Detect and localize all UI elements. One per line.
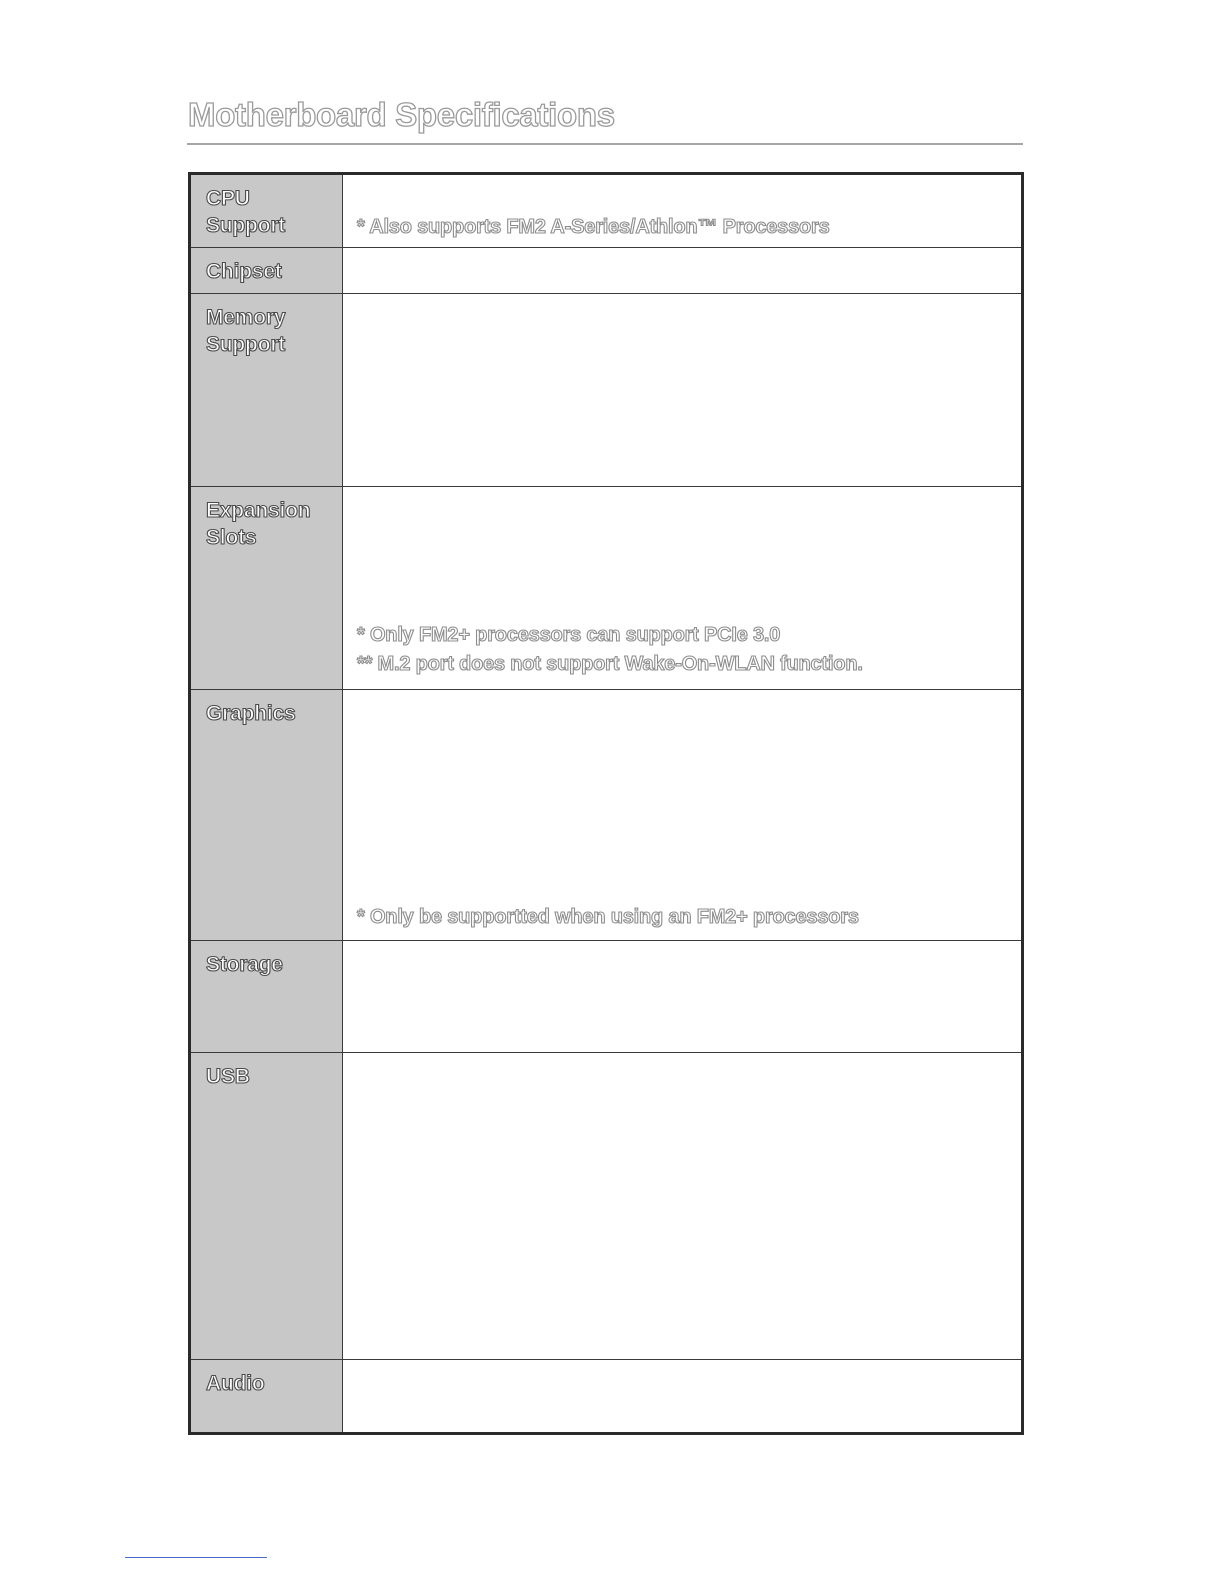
spec-label-cell — [190, 174, 343, 248]
spec-label-chipset: Chipset — [206, 260, 282, 283]
spec-row-cpu-support — [190, 174, 1023, 248]
spec-row-memory-support — [190, 294, 1023, 487]
expansion-slots-note-pcie: * Only FM2+ processors can support PCIe 3.0 — [357, 624, 781, 646]
spec-value-cpu-support — [343, 174, 1023, 248]
spec-value-memory-support — [343, 294, 1023, 487]
spec-label-audio: Audio — [206, 1372, 265, 1395]
spec-label-usb: USB — [206, 1065, 250, 1088]
graphics-note: * Only be supportted when using an FM2+ processors — [357, 906, 859, 928]
spec-label-storage: Storage — [206, 953, 283, 976]
spec-row-expansion-slots — [190, 487, 1023, 690]
spec-row-usb — [190, 1053, 1023, 1360]
cpu-support-note: * Also supports FM2 A-Series/Athlon™ Processors — [357, 216, 830, 238]
spec-label-cell — [190, 294, 343, 487]
spec-label-cell — [190, 487, 343, 690]
spec-row-audio — [190, 1360, 1023, 1434]
spec-value-storage — [343, 941, 1023, 1053]
spec-value-usb — [343, 1053, 1023, 1360]
footer-divider — [125, 1557, 267, 1558]
spec-value-expansion-slots — [343, 487, 1023, 690]
spec-value-audio — [343, 1360, 1023, 1434]
spec-label-expansion-slots: Expansion Slots — [206, 499, 311, 549]
spec-label-cell — [190, 690, 343, 941]
spec-row-storage — [190, 941, 1023, 1053]
spec-label-cell — [190, 1360, 343, 1434]
spec-label-cell — [190, 941, 343, 1053]
spec-value-chipset — [343, 248, 1023, 294]
spec-row-chipset — [190, 248, 1023, 294]
spec-label-cpu-support: CPU Support — [206, 187, 286, 237]
spec-row-graphics — [190, 690, 1023, 941]
specifications-table — [188, 172, 1024, 1435]
spec-label-cell — [190, 248, 343, 294]
spec-label-memory-support: Memory Support — [206, 306, 286, 356]
spec-label-graphics: Graphics — [206, 702, 296, 725]
title-divider — [187, 143, 1023, 145]
page-title: Motherboard Specifications — [188, 96, 615, 133]
expansion-slots-note-m2: ** M.2 port does not support Wake-On-WLAN function. — [357, 653, 863, 675]
spec-label-cell — [190, 1053, 343, 1360]
spec-value-graphics — [343, 690, 1023, 941]
